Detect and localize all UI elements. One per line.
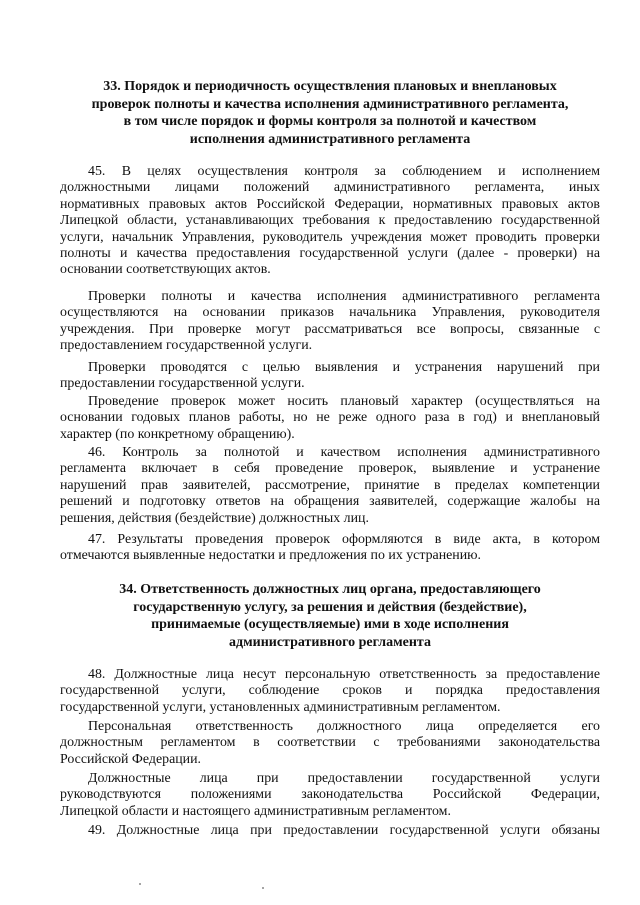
text-line: характер (по конкретному обращению). [60, 426, 295, 442]
text-line: регламента включает в себя проведение проверок, выявление и устранение [60, 461, 600, 477]
paragraph-48 [60, 667, 600, 716]
text-line: осуществляются на основании приказов начальника Управления, руководителя [60, 305, 600, 321]
section-33-heading [56, 78, 604, 148]
section-34-heading [56, 581, 604, 651]
text-line: Проверки проводятся с целью выявления и устранения нарушений при [88, 360, 600, 375]
scan-speck [262, 887, 264, 889]
heading-line: 33. Порядок и периодичность осуществления плановых и внеплановых [103, 79, 557, 94]
text-line: решений и подготовку ответов на обращения заявителей, содержащие жалобы на [60, 494, 600, 510]
text-line: нормативных правовых актов Российской Федерации, нормативных правовых актов [60, 196, 600, 212]
text-line: предоставлением государственной услуги. [60, 338, 313, 354]
text-line: руководствуются положениями законодательства Российской Федерации, [60, 787, 600, 803]
text-line: нарушений прав заявителей, рассмотрение, принятие в пределах компетенции [60, 477, 600, 493]
paragraph-checks-basis [60, 289, 600, 355]
text-line: Должностные лица при предоставлении государственной услуги [88, 771, 600, 786]
text-line: услуги, начальник Управления, руководитель учреждения может проводить проверки [60, 229, 600, 245]
text-line: должностным регламентом в соответствии с требованиями законодательства [60, 735, 600, 751]
heading-line: государственную услугу, за решения и действия (бездействие), [133, 599, 527, 615]
text-line: учреждения. При проверке могут рассматриваться все вопросы, связанные с [60, 321, 600, 337]
paragraph-47 [60, 532, 600, 565]
paragraph-45 [60, 164, 600, 279]
text-line: Персональная ответственность должностного лица определяется его [88, 719, 600, 734]
text-line: 47. Результаты проведения проверок оформляются в виде акта, в котором [88, 532, 600, 547]
heading-line: исполнения административного регламента [189, 131, 471, 147]
heading-line: административного регламента [229, 634, 431, 650]
text-line: Липецкой области, устанавливающих требования к предоставлению государственной [60, 213, 600, 229]
scan-speck [139, 883, 141, 885]
heading-line: 34. Ответственность должностных лиц органа, предоставляющего [119, 582, 541, 597]
text-line: Проведение проверок может носить плановый характер (осуществляться на [88, 394, 600, 409]
text-line: предоставлении государственной услуги. [60, 376, 305, 392]
text-line: Проверки полноты и качества исполнения административного регламента [88, 289, 600, 304]
paragraph-checks-type [60, 394, 600, 443]
paragraph-49 [60, 823, 600, 839]
paragraph-checks-goal [60, 360, 600, 393]
paragraph-personal-responsibility [60, 719, 600, 768]
text-line: отмечаются выявленные недостатки и предложения по их устранению. [60, 548, 482, 564]
heading-line: проверок полноты и качества исполнения административного регламента, [91, 96, 569, 112]
heading-line: в том числе порядок и формы контроля за полнотой и качеством [123, 114, 537, 130]
text-line: 46. Контроль за полнотой и качеством исполнения административного [88, 445, 600, 460]
text-line: 45. В целях осуществления контроля за соблюдением и исполнением [88, 164, 600, 179]
text-line: полноты и качества предоставления государственной услуги (далее - проверки) на [60, 246, 600, 262]
heading-line: принимаемые (осуществляемые) ими в ходе исполнения [151, 617, 509, 633]
paragraph-46 [60, 445, 600, 527]
text-line: Российской Федерации. [60, 751, 202, 767]
text-line: 49. Должностные лица при предоставлении государственной услуги обязаны [88, 823, 600, 838]
text-line: государственной услуги, установленных административным регламентом. [60, 699, 501, 715]
text-line: 48. Должностные лица несут персональную ответственность за предоставление [88, 667, 600, 682]
text-line: Липецкой области и настоящего административным регламентом. [60, 803, 451, 819]
text-line: должностными лицами положений административного регламента, иных [60, 180, 600, 196]
text-line: основании годовых планов работы, но не реже одного раза в год) и внеплановый [60, 410, 600, 426]
paragraph-guided-by [60, 771, 600, 820]
text-line: основании соответствующих актов. [60, 262, 271, 278]
text-line: решения, действия (бездействие) должностных лиц. [60, 510, 369, 526]
text-line: государственной услуги, соблюдение сроков и порядка предоставления [60, 683, 600, 699]
